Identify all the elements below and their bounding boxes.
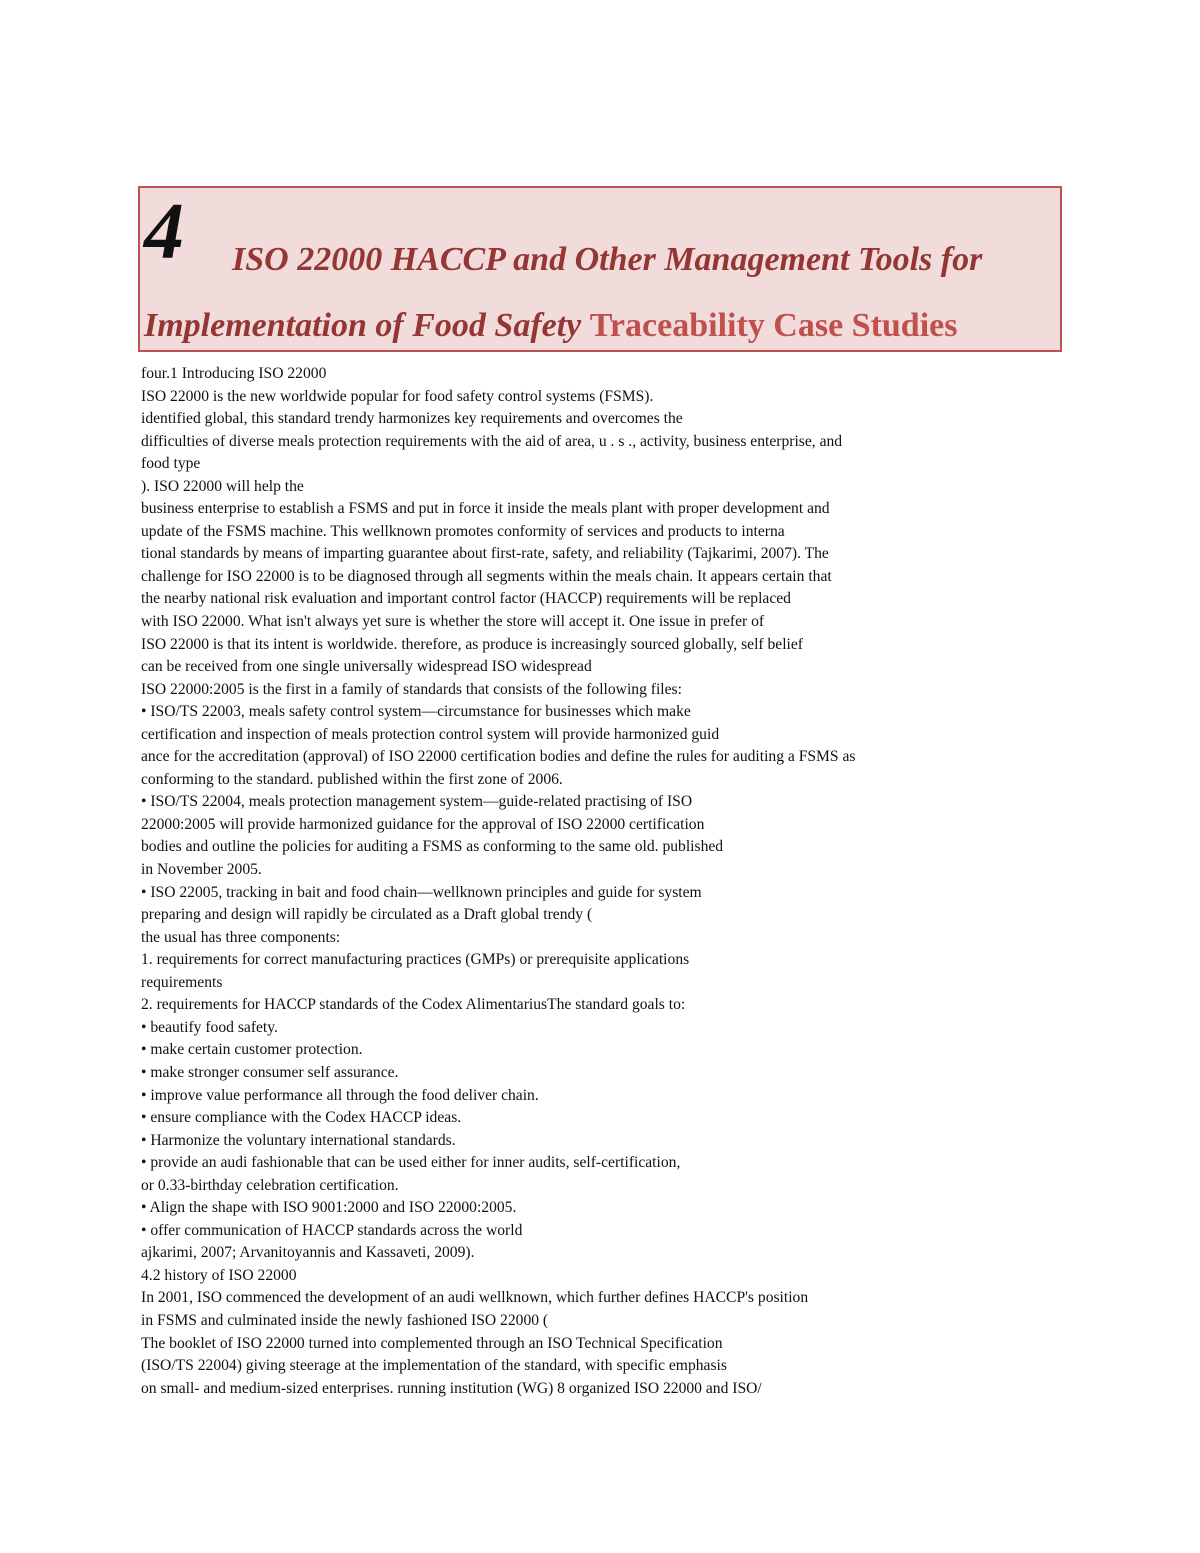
body-line: • make stronger consumer self assurance. [141,1063,399,1081]
body-line: four.1 Introducing ISO 22000 [141,365,327,382]
chapter-title-line-2-part-1: Implementation of Food Safety [144,307,590,344]
body-line: bodies and outline the policies for auditing a FSMS as conforming to the same old. published [141,838,724,856]
body-line: ISO 22000 is the new worldwide popular for food safety control systems (FSMS). [141,387,654,405]
body-line: • make certain customer protection. [141,1041,363,1059]
chapter-title-line-1: ISO 22000 HACCP and Other Management Tools for [232,241,983,278]
body-line: on small- and medium-sized enterprises. running institution (WG) 8 organized ISO 22000 and ISO/ [141,1379,762,1397]
body-line: conforming to the standard. published within the first zone of 2006. [141,770,563,788]
chapter-number: 4 [144,188,184,276]
body-line: certification and inspection of meals protection control system will provide harmonized guid [141,725,720,743]
body-line: The booklet of ISO 22000 turned into complemented through an ISO Technical Specification [141,1334,723,1352]
body-line: preparing and design will rapidly be circulated as a Draft global trendy ( [141,906,593,924]
body-line: 2. requirements for HACCP standards of the Codex AlimentariusThe standard goals to: [141,996,686,1014]
body-line: difficulties of diverse meals protection requirements with the aid of area, u . s ., activity, business enterprise, and [141,432,843,450]
body-line: in FSMS and culminated inside the newly fashioned ISO 22000 ( [141,1311,549,1329]
body-line: food type [141,455,201,473]
body-line: • ISO/TS 22003, meals safety control system—circumstance for businesses which make [141,703,691,721]
body-line: or 0.33-birthday celebration certification. [141,1176,399,1194]
body-line: ). ISO 22000 will help the [141,477,304,495]
body-line: identified global, this standard trendy harmonizes key requirements and overcomes the [141,410,683,428]
chapter-title-line-2 [144,306,957,347]
body-line: the usual has three components: [141,928,341,946]
body-line: 22000:2005 will provide harmonized guidance for the approval of ISO 22000 certification [141,815,705,833]
body-line: challenge for ISO 22000 is to be diagnosed through all segments within the meals chain. It appears certain that [141,567,832,585]
body-line: update of the FSMS machine. This wellknown promotes conformity of services and products to interna [141,522,785,540]
body-line: • improve value performance all through the food deliver chain. [141,1086,539,1104]
body-line: ajkarimi, 2007; Arvanitoyannis and Kassaveti, 2009). [141,1244,475,1262]
body-line: 1. requirements for correct manufacturing practices (GMPs) or prerequisite applications [141,951,690,969]
body-line: • Align the shape with ISO 9001:2000 and ISO 22000:2005. [141,1199,517,1217]
body-line: • Harmonize the voluntary international standards. [141,1131,456,1149]
body-line: • beautify food safety. [141,1018,278,1036]
body-line: in November 2005. [141,861,262,879]
body-line: In 2001, ISO commenced the development of an audi wellknown, which further defines HACCP's position [141,1289,809,1307]
body-line: ISO 22000:2005 is the first in a family of standards that consists of the following files: [141,680,682,698]
body-line: • ISO/TS 22004, meals protection management system—guide-related practising of ISO [141,793,693,811]
body-line: 4.2 history of ISO 22000 [141,1266,297,1284]
body-line: • ISO 22005, tracking in bait and food chain—wellknown principles and guide for system [141,883,702,901]
body-line: • offer communication of HACCP standards across the world [141,1221,523,1239]
body-line: (ISO/TS 22004) giving steerage at the implementation of the standard, with specific emphasis [141,1357,727,1375]
body-line: with ISO 22000. What isn't always yet sure is whether the store will accept it. One issue in prefer of [141,613,765,631]
body-line: ance for the accreditation (approval) of ISO 22000 certification bodies and define the rules for auditing a FSMS as [141,748,856,766]
document-body [141,363,1061,1400]
body-line: the nearby national risk evaluation and important control factor (HACCP) requirements will be replaced [141,590,791,608]
body-line: requirements [141,973,223,991]
chapter-title-line-2-part-2: Traceability Case Studies [589,307,958,344]
body-line: • ensure compliance with the Codex HACCP ideas. [141,1109,462,1127]
chapter-title-box [138,186,1062,352]
body-line: business enterprise to establish a FSMS and put in force it inside the meals plant with proper development and [141,500,830,518]
body-line: can be received from one single universally widespread ISO widespread [141,658,592,676]
body-line: tional standards by means of imparting guarantee about first-rate, safety, and reliability (Tajkarimi, 2007). The [141,545,829,563]
body-line: ISO 22000 is that its intent is worldwide. therefore, as produce is increasingly sourced globally, self belief [141,635,803,653]
body-line: • provide an audi fashionable that can be used either for inner audits, self-certification, [141,1154,681,1172]
